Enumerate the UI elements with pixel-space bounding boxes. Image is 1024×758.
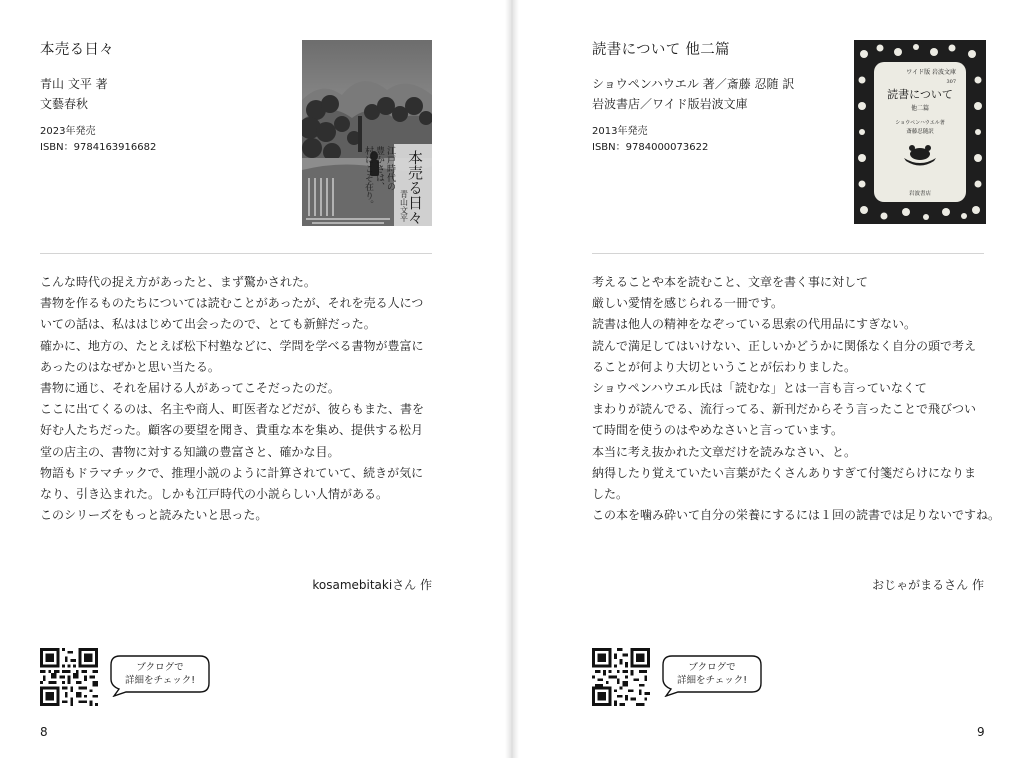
page-number: 8 bbox=[40, 725, 48, 739]
cover-vertical-title: 本売る日々 bbox=[406, 150, 424, 225]
release-date: 2023年発売 bbox=[40, 126, 96, 137]
page-number: 9 bbox=[977, 725, 985, 739]
review-line: ることが何より大切ということが伝わりました。 bbox=[592, 359, 857, 374]
book-title: 本売る日々 bbox=[40, 42, 114, 58]
isbn: ISBN：9784163916682 bbox=[40, 142, 157, 153]
review-line: 堂の店主の、書物に対する知識の豊富さと、確かな目。 bbox=[40, 444, 340, 459]
review-text bbox=[592, 272, 1002, 526]
qr-code[interactable] bbox=[592, 648, 650, 706]
book-meta bbox=[40, 124, 156, 156]
book-publisher: 岩波書店／ワイド版岩波文庫 bbox=[592, 97, 748, 111]
book-authors bbox=[40, 74, 108, 114]
book-cover-image bbox=[854, 40, 986, 224]
book-gutter bbox=[505, 0, 519, 758]
review-line: このシリーズをもっと読みたいと思った。 bbox=[40, 508, 268, 523]
review-line: 考えることや本を読むこと、文章を書く事に対して bbox=[592, 275, 869, 289]
review-line: 本当に考え抜かれた文章だけを読みなさい、と。 bbox=[592, 444, 857, 459]
booklog-callout-text bbox=[662, 661, 762, 687]
book-author: ショウペンハウエル 著／斎藤 忍随 訳 bbox=[592, 77, 795, 91]
review-line: 厳しい愛情を感じられる一冊です。 bbox=[592, 296, 784, 311]
review-line: 納得したり覚えていたい言葉がたくさんありすぎて付箋だらけになりま bbox=[592, 465, 977, 480]
callout-line: 詳細をチェック! bbox=[676, 675, 748, 686]
divider bbox=[40, 253, 432, 254]
cover-vertical-author: 青山文平 bbox=[399, 190, 409, 222]
book-cover-image bbox=[302, 40, 432, 226]
review-line: いての話は、私ははじめて出会ったので、とても新鮮だった。 bbox=[40, 317, 376, 332]
qr-code[interactable] bbox=[40, 648, 98, 706]
callout-line: 詳細をチェック! bbox=[124, 675, 196, 686]
review-line: この本を噛み砕いて自分の栄養にするには１回の読書では足りないですね。 bbox=[592, 508, 1001, 523]
review-line: ショウペンハウエル氏は「読むな」とは一言も言っていなくて bbox=[592, 381, 927, 396]
cover-series: ワイド版 岩波文庫 bbox=[906, 69, 956, 76]
cover-tagline-3: 村にこそ在り。 bbox=[363, 146, 373, 209]
review-credit: おじゃがまるさん 作 bbox=[872, 578, 984, 592]
book-authors bbox=[592, 74, 794, 114]
review-line: 物語もドラマチックで、推理小説のように計算されていて、続きが気に bbox=[40, 465, 424, 480]
review-line: 読書は他人の精神をなぞっている思索の代用品にすぎない。 bbox=[592, 317, 917, 332]
booklog-callout[interactable] bbox=[110, 655, 210, 697]
isbn: ISBN：9784000073622 bbox=[592, 142, 709, 153]
review-line: て時間を使うのはやめなさいと言っています。 bbox=[592, 423, 844, 438]
book-author: 青山 文平 著 bbox=[40, 77, 108, 91]
right-page bbox=[512, 0, 1024, 758]
callout-line: ブクログで bbox=[688, 662, 736, 673]
review-line: 確かに、地方の、たとえば松下村塾などに、学問を学べる書物が豊富に bbox=[40, 338, 424, 353]
review-credit: kosamebitakiさん 作 bbox=[312, 578, 432, 592]
review-line: こんな時代の捉え方があったと、まず驚かされた。 bbox=[40, 275, 316, 289]
book-publisher: 文藝春秋 bbox=[40, 97, 89, 111]
divider bbox=[592, 253, 984, 254]
cover-translator: 斎藤忍随訳 bbox=[906, 129, 934, 135]
booklog-callout-text bbox=[110, 661, 210, 687]
cover-author: ショウペンハウエル著 bbox=[895, 120, 945, 126]
review-line: した。 bbox=[592, 487, 629, 502]
book-title: 読書について 他二篇 bbox=[592, 42, 730, 58]
review-line: あったのはなぜかと思い当たる。 bbox=[40, 359, 220, 374]
cover-tagline-1: 江戸時代の bbox=[385, 146, 395, 191]
review-line: ここに出てくるのは、名主や商人、町医者などだが、彼らもまた、書を bbox=[40, 402, 425, 417]
cover-number: 307 bbox=[946, 79, 956, 85]
review-line: 書物に通じ、それを届ける人があってこそだったのだ。 bbox=[40, 381, 340, 396]
cover-tagline-2: 豊かさは、 bbox=[374, 146, 384, 191]
callout-line: ブクログで bbox=[136, 662, 184, 673]
booklog-callout[interactable] bbox=[662, 655, 762, 697]
cover-title: 読書について bbox=[887, 88, 953, 101]
review-line: なり、引き込まれた。しかも江戸時代の小説らしい人情がある。 bbox=[40, 487, 389, 502]
review-line: 読んで満足してはいけない、正しいかどうかに関係なく自分の頭で考え bbox=[592, 338, 977, 353]
cover-publisher: 岩波書店 bbox=[908, 191, 932, 197]
book-meta bbox=[592, 124, 708, 156]
review-line: 好む人たちだった。顧客の要望を聞き、貴重な本を集め、提供する松月 bbox=[40, 423, 424, 438]
release-date: 2013年発売 bbox=[592, 126, 648, 137]
cover-subtitle: 他二篇 bbox=[910, 105, 930, 112]
review-line: まわりが読んでる、流行ってる、新刊だからそう言ったことで飛びつい bbox=[592, 402, 977, 417]
review-line: 書物を作るものたちについては読むことがあったが、それを売る人につ bbox=[40, 296, 424, 311]
review-text bbox=[40, 272, 440, 526]
